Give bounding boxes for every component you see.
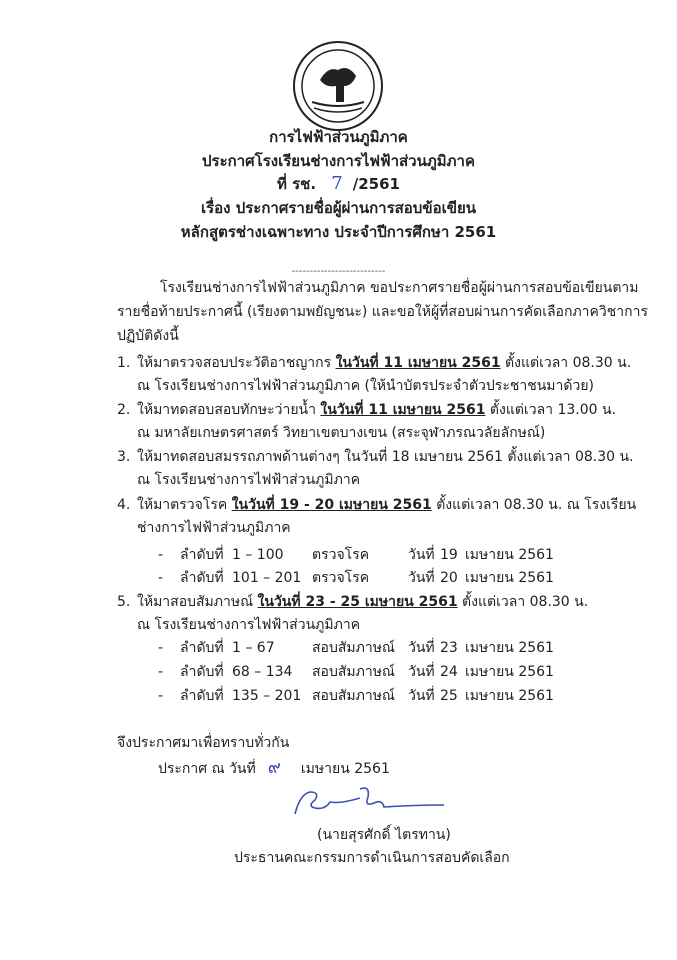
item-text: ให้มาตรวจโรค xyxy=(137,497,232,513)
org-title: การไฟฟ้าส่วนภูมิภาค xyxy=(269,128,408,146)
reference-number xyxy=(0,174,677,194)
schedule-label: ลำดับที่ xyxy=(180,640,224,656)
schedule-day-label: วันที่ xyxy=(408,688,435,704)
schedule-month: เมษายน 2561 xyxy=(465,547,554,563)
item-line xyxy=(137,592,588,612)
schedule-day-label: วันที่ xyxy=(408,570,435,586)
schedule-range: 101 – 201 xyxy=(232,570,302,586)
schedule-range: 135 – 201 xyxy=(232,688,302,704)
subject-line: เรื่อง ประกาศรายชื่อผู้ผ่านการสอบข้อเขียน xyxy=(200,199,477,217)
schedule-action: สอบสัมภาษณ์ xyxy=(312,664,395,680)
item-line xyxy=(137,447,634,467)
closing-text: จึงประกาศมาเพื่อทราบทั่วกัน xyxy=(117,735,290,751)
signer-name: (นายสุรศักดิ์ ไตรทาน) xyxy=(317,827,451,843)
schedule-label: ลำดับที่ xyxy=(180,547,224,563)
intro-line: โรงเรียนช่างการไฟฟ้าส่วนภูมิภาค ขอประกาศรายชื่อผู้ผ่านการสอบข้อเขียนตาม xyxy=(160,280,639,296)
item-text: ตั้งแต่เวลา 13.00 น. xyxy=(485,402,617,418)
item-line-2: ณ โรงเรียนช่างการไฟฟ้าส่วนภูมิภาค (ให้นำบัตรประจำตัวประชาชนมาด้วย) xyxy=(137,378,594,394)
item-text: ให้มาตรวจสอบประวัติอาชญากร xyxy=(137,355,336,371)
schedule-month: เมษายน 2561 xyxy=(465,688,554,704)
schedule-action: สอบสัมภาษณ์ xyxy=(312,640,395,656)
item-line-2: ณ โรงเรียนช่างการไฟฟ้าส่วนภูมิภาค xyxy=(137,617,361,633)
schedule-action: ตรวจโรค xyxy=(312,570,370,586)
ref-suffix: /2561 xyxy=(352,175,400,193)
schedule-day-label: วันที่ xyxy=(408,640,435,656)
item-text: ตั้งแต่เวลา 08.30 น. ณ โรงเรียน xyxy=(431,497,637,513)
date-day-handwritten: ๙ xyxy=(267,757,281,778)
schedule-range: 68 – 134 xyxy=(232,664,293,680)
schedule-day: 19 xyxy=(440,547,458,563)
item-line xyxy=(137,495,636,515)
item-number: 5. xyxy=(117,594,131,610)
item-line-2: ณ โรงเรียนช่างการไฟฟ้าส่วนภูมิภาค xyxy=(137,472,361,488)
schedule-day: 24 xyxy=(440,664,458,680)
item-text: ให้มาทดสอบสมรรถภาพด้านต่างๆ ในวันที่ 18 เมษายน 2561 ตั้งแต่เวลา 08.30 น. xyxy=(137,449,634,465)
schedule-dash: - xyxy=(158,547,164,563)
schedule-month: เมษายน 2561 xyxy=(465,640,554,656)
schedule-month: เมษายน 2561 xyxy=(465,570,554,586)
schedule-day-label: วันที่ xyxy=(408,664,435,680)
item-date: ในวันที่ 11 เมษายน 2561 xyxy=(320,402,486,418)
item-date: ในวันที่ 23 - 25 เมษายน 2561 xyxy=(257,594,458,610)
item-number: 2. xyxy=(117,402,131,418)
schedule-action: สอบสัมภาษณ์ xyxy=(312,688,395,704)
schedule-action: ตรวจโรค xyxy=(312,547,370,563)
pea-logo-icon xyxy=(290,38,386,134)
item-number: 1. xyxy=(117,355,131,371)
item-number: 4. xyxy=(117,497,131,513)
divider: -------------------------- xyxy=(291,266,386,277)
item-date: ในวันที่ 11 เมษายน 2561 xyxy=(335,355,501,371)
schedule-day: 20 xyxy=(440,570,458,586)
schedule-dash: - xyxy=(158,688,164,704)
ref-prefix: ที่ รช. xyxy=(277,175,317,193)
item-text: ให้มาทดสอบสอบทักษะว่ายน้ำ xyxy=(137,402,321,418)
schedule-dash: - xyxy=(158,570,164,586)
intro-line: ปฏิบัติดังนี้ xyxy=(117,328,179,344)
date-month: เมษายน 2561 xyxy=(300,761,390,777)
announcer-title: ประกาศโรงเรียนช่างการไฟฟ้าส่วนภูมิภาค xyxy=(202,152,475,170)
schedule-label: ลำดับที่ xyxy=(180,688,224,704)
item-line xyxy=(137,353,631,373)
item-line-2: ช่างการไฟฟ้าส่วนภูมิภาค xyxy=(137,520,291,536)
schedule-range: 1 – 100 xyxy=(232,547,284,563)
item-text: ตั้งแต่เวลา 08.30 น. xyxy=(500,355,632,371)
schedule-range: 1 – 67 xyxy=(232,640,275,656)
schedule-day-label: วันที่ xyxy=(408,547,435,563)
item-text: ตั้งแต่เวลา 08.30 น. xyxy=(457,594,589,610)
item-date: ในวันที่ 19 - 20 เมษายน 2561 xyxy=(231,497,432,513)
schedule-label: ลำดับที่ xyxy=(180,664,224,680)
course-line: หลักสูตรช่างเฉพาะทาง ประจำปีการศึกษา 2561 xyxy=(180,223,497,241)
schedule-day: 23 xyxy=(440,640,458,656)
item-text: ให้มาสอบสัมภาษณ์ xyxy=(137,594,258,610)
intro-line: รายชื่อท้ายประกาศนี้ (เรียงตามพยัญชนะ) และขอให้ผู้ที่สอบผ่านการคัดเลือกภาควิชาการ xyxy=(117,304,648,320)
signature xyxy=(290,784,470,824)
date-prefix: ประกาศ ณ วันที่ xyxy=(158,761,256,777)
schedule-dash: - xyxy=(158,640,164,656)
schedule-dash: - xyxy=(158,664,164,680)
announce-date xyxy=(158,758,390,779)
item-line xyxy=(137,400,616,420)
ref-number-handwritten: 7 xyxy=(331,173,343,194)
item-line-2: ณ มหาลัยเกษตรศาสตร์ วิทยาเขตบางเขน (สระจุฬาภรณวลัยลักษณ์) xyxy=(137,425,546,441)
signer-position: ประธานคณะกรรมการดำเนินการสอบคัดเลือก xyxy=(234,850,510,866)
item-number: 3. xyxy=(117,449,131,465)
schedule-label: ลำดับที่ xyxy=(180,570,224,586)
schedule-day: 25 xyxy=(440,688,458,704)
schedule-month: เมษายน 2561 xyxy=(465,664,554,680)
